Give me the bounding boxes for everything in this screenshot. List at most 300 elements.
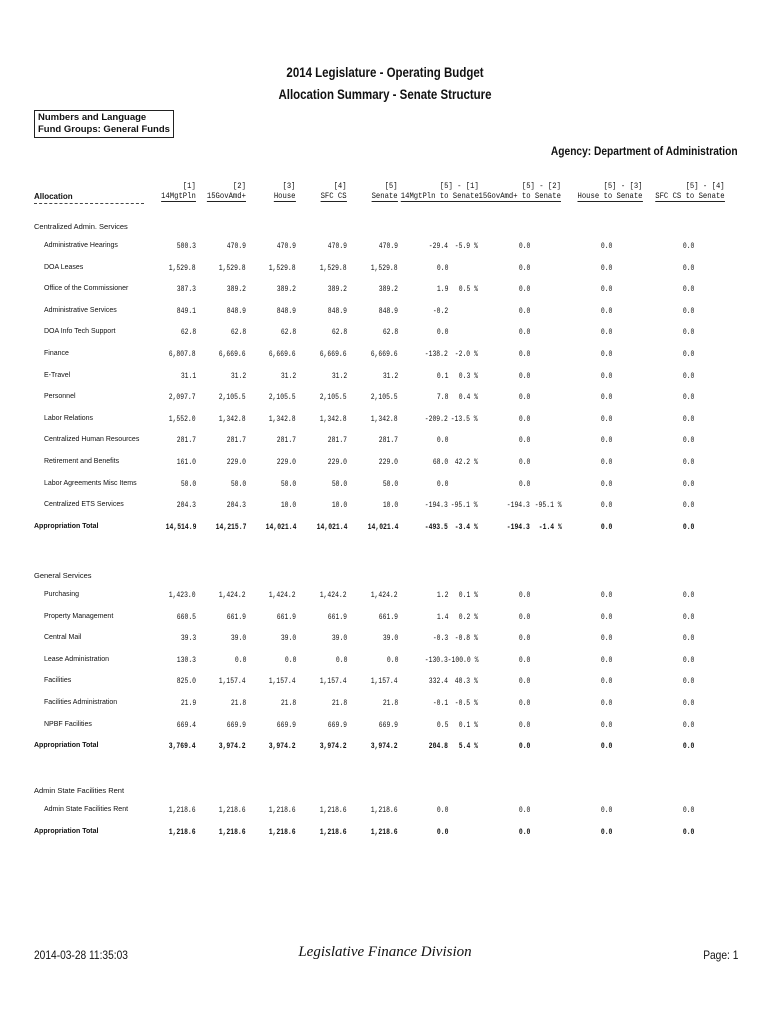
table-cell: 661.9 [276,613,296,622]
table-cell: 2,105.5 [219,393,246,402]
table-cell: 62.8 [280,328,296,337]
table-cell: 281.7 [378,436,398,445]
table-cell: 0.0 [518,828,530,837]
report-subtitle: Allocation Summary - Senate Structure [278,86,492,102]
table-cell: 0.0 [682,328,694,337]
table-cell: -493.5 [424,523,448,532]
table-cell: 6,807.8 [169,350,196,359]
table-cell: 0.0 [682,677,694,686]
section-heading: Centralized Admin. Services [34,222,128,231]
table-cell: 0.0 [682,480,694,489]
table-cell: 39.0 [382,634,398,643]
table-cell: -0.3 [432,634,448,643]
table-cell: 0.0 [518,372,530,381]
table-cell: 1,552.0 [169,415,196,424]
table-cell: 39.0 [230,634,246,643]
fund-group-box [34,110,174,138]
appropriation-total-label: Appropriation Total [34,523,99,530]
table-cell: 1.2 [436,591,448,600]
table-cell: 669.9 [378,721,398,730]
column-number: [3] [282,181,296,191]
table-cell: -138.2 [424,350,448,359]
table-cell: 229.0 [327,458,347,467]
table-cell: 0.0 [518,285,530,294]
table-cell: 0.0 [682,372,694,381]
table-cell: 281.7 [176,436,196,445]
table-cell: 825.0 [176,677,196,686]
table-cell: 0.0 [600,656,612,665]
table-cell: 848.9 [226,307,246,316]
table-cell: 50.0 [230,480,246,489]
column-number: [4] [333,181,347,191]
table-cell: 0.0 [518,806,530,815]
table-cell: 1,157.4 [371,677,398,686]
table-cell: 0.0 [518,307,530,316]
table-cell: 0.0 [518,677,530,686]
allocation-label: Central Mail [44,634,82,641]
allocation-label: Retirement and Benefits [44,458,120,465]
table-cell: 7.8 [436,393,448,402]
table-cell: 0.1 % [458,721,478,730]
table-cell: 0.0 [518,415,530,424]
allocation-label: Centralized Human Resources [44,436,140,443]
table-cell: 0.0 [682,393,694,402]
table-cell: 3,974.2 [371,742,398,751]
table-cell: 1.4 [436,613,448,622]
table-cell: 0.0 [436,264,448,273]
table-cell: 1,218.6 [320,828,347,837]
table-cell: 2,097.7 [169,393,196,402]
column-number: [1] [182,181,196,191]
table-cell: 1,342.8 [320,415,347,424]
table-cell: 1,218.6 [269,806,296,815]
column-header [479,181,561,202]
table-cell: 281.7 [226,436,246,445]
table-cell: 500.3 [176,242,196,251]
table-cell: 204.3 [176,501,196,510]
table-cell: 661.9 [378,613,398,622]
column-name: SFC CS to Senate [655,191,725,201]
table-cell: 0.0 [600,458,612,467]
table-cell: 470.9 [226,242,246,251]
table-cell: 470.9 [378,242,398,251]
table-cell: 0.0 [600,307,612,316]
table-cell: 0.0 [682,656,694,665]
table-cell: 62.8 [382,328,398,337]
table-cell: 1,424.2 [219,591,246,600]
table-cell: 0.0 [682,523,694,532]
column-header [578,181,643,202]
allocation-label: Property Management [44,613,114,620]
table-cell: 0.0 [436,828,448,837]
allocation-label: Facilities Administration [44,699,118,706]
table-cell: 1,218.6 [371,806,398,815]
table-cell: 62.8 [331,328,347,337]
table-cell: 0.0 [518,721,530,730]
column-header [321,181,347,202]
table-cell: 21.8 [230,699,246,708]
table-cell: 0.1 [436,372,448,381]
table-cell: 68.0 [432,458,448,467]
table-cell: 21.8 [331,699,347,708]
table-cell: 0.3 % [458,372,478,381]
table-cell: 229.0 [226,458,246,467]
table-cell: -3.4 % [454,523,478,532]
table-cell: 0.0 [682,350,694,359]
table-cell: 50.0 [331,480,347,489]
allocation-label: Lease Administration [44,656,109,663]
table-cell: 62.8 [180,328,196,337]
column-header [372,181,398,202]
column-number: [5] - [2] [521,181,561,191]
table-cell: 1,218.6 [269,828,296,837]
footer-page-number: Page: 1 [702,948,738,962]
section-heading: Admin State Facilities Rent [34,786,125,795]
table-cell: 40.3 % [454,677,478,686]
table-cell: 50.0 [180,480,196,489]
table-cell: 0.0 [335,656,347,665]
table-cell: 14,215.7 [215,523,246,532]
allocation-header-rule [34,203,144,204]
table-cell: 229.0 [276,458,296,467]
agency-label: Agency: Department of Administration [551,144,738,158]
table-cell: 0.0 [600,436,612,445]
appropriation-total-label: Appropriation Total [34,828,99,835]
table-cell: 42.2 % [454,458,478,467]
table-cell: 1,529.8 [169,264,196,273]
table-cell: 389.2 [226,285,246,294]
table-cell: 0.0 [518,656,530,665]
table-cell: 0.0 [682,242,694,251]
column-name: Senate [371,191,398,201]
table-cell: -209.2 [424,415,448,424]
table-cell: 0.0 [682,634,694,643]
table-cell: 0.0 [518,480,530,489]
table-cell: 161.0 [176,458,196,467]
table-cell: 389.2 [378,285,398,294]
table-cell: 14,514.9 [165,523,196,532]
table-cell: 0.0 [600,501,612,510]
allocation-label: Administrative Hearings [44,242,118,249]
column-number: [5] - [1] [439,181,479,191]
table-cell: 0.0 [600,699,612,708]
table-cell: 0.0 [682,458,694,467]
column-name: 15GovAmd+ [206,191,246,201]
table-cell: 0.1 % [458,591,478,600]
column-name: 14MgtPln [161,191,196,201]
allocation-label: Labor Relations [44,415,94,422]
table-cell: 229.0 [378,458,398,467]
allocation-label: Labor Agreements Misc Items [44,480,137,487]
table-cell: 10.0 [280,501,296,510]
column-number: [5] - [3] [603,181,643,191]
column-header [401,181,479,202]
table-cell: 3,974.2 [269,742,296,751]
fund-box-line1: Numbers and Language [38,112,147,123]
column-name: SFC CS [320,191,347,201]
table-cell: 669.9 [226,721,246,730]
table-cell: 1,424.2 [320,591,347,600]
table-cell: 1,157.4 [320,677,347,686]
table-cell: 0.0 [386,656,398,665]
table-cell: 0.0 [682,806,694,815]
table-cell: 332.4 [428,677,448,686]
table-cell: 130.3 [176,656,196,665]
table-cell: 21.9 [180,699,196,708]
table-cell: 848.9 [327,307,347,316]
column-header [274,181,296,202]
allocation-label: Finance [44,350,69,357]
table-cell: 0.0 [600,828,612,837]
table-cell: 0.0 [518,742,530,751]
table-cell: 1,218.6 [219,806,246,815]
table-cell: 1,218.6 [219,828,246,837]
table-cell: 389.2 [276,285,296,294]
table-cell: 0.0 [518,458,530,467]
table-cell: 204.8 [428,742,448,751]
table-cell: 0.0 [518,699,530,708]
table-cell: 1,218.6 [320,806,347,815]
table-cell: 1,218.6 [169,828,196,837]
table-cell: 387.3 [176,285,196,294]
table-cell: 470.9 [327,242,347,251]
table-cell: 0.0 [600,372,612,381]
table-cell: 0.4 % [458,393,478,402]
table-cell: 50.0 [280,480,296,489]
table-cell: -95.1 % [451,501,478,510]
table-cell: 0.0 [682,828,694,837]
table-cell: 21.8 [382,699,398,708]
table-cell: 1,529.8 [219,264,246,273]
table-cell: 1,342.8 [269,415,296,424]
table-cell: 0.0 [682,285,694,294]
table-cell: 0.0 [600,285,612,294]
column-header [656,181,725,202]
table-cell: 31.1 [180,372,196,381]
allocation-label: E-Travel [44,372,71,379]
table-cell: 669.9 [276,721,296,730]
allocation-label: NPBF Facilities [44,721,92,728]
table-cell: 661.9 [327,613,347,622]
table-cell: 0.0 [518,613,530,622]
footer-division: Legislative Finance Division [298,944,472,960]
table-cell: 0.0 [682,591,694,600]
table-cell: 0.0 [600,328,612,337]
table-cell: 3,769.4 [169,742,196,751]
table-cell: 1,529.8 [320,264,347,273]
column-header [207,181,246,202]
column-number: [5] [384,181,398,191]
table-cell: 389.2 [327,285,347,294]
allocation-label: Office of the Commissioner [44,285,129,292]
table-cell: 0.0 [682,307,694,316]
table-cell: 0.0 [600,721,612,730]
table-cell: 470.9 [276,242,296,251]
table-cell: 10.0 [331,501,347,510]
column-name: 15GovAmd+ to Senate [478,191,561,201]
allocation-label: Administrative Services [44,307,117,314]
table-cell: 5.4 % [458,742,478,751]
table-cell: 0.0 [284,656,296,665]
table-cell: 849.1 [176,307,196,316]
table-cell: 0.0 [600,591,612,600]
fund-box-line2: Fund Groups: General Funds [38,124,170,135]
table-cell: 0.0 [518,436,530,445]
table-cell: 848.9 [378,307,398,316]
table-cell: 669.4 [176,721,196,730]
allocation-label: Purchasing [44,591,80,598]
table-cell: 0.5 % [458,285,478,294]
table-cell: 31.2 [331,372,347,381]
table-cell: 3,974.2 [219,742,246,751]
footer-timestamp: 2014-03-28 11:35:03 [34,948,128,962]
table-cell: 21.8 [280,699,296,708]
table-cell: -1.4 % [538,523,562,532]
table-cell: 1,157.4 [269,677,296,686]
table-cell: 0.0 [682,501,694,510]
table-cell: 10.0 [382,501,398,510]
table-cell: 0.0 [518,264,530,273]
table-cell: 0.5 [436,721,448,730]
table-cell: 2,105.5 [371,393,398,402]
table-cell: -13.5 % [451,415,478,424]
column-name: House to Senate [577,191,643,201]
table-cell: 0.0 [600,806,612,815]
table-cell: -194.3 [424,501,448,510]
table-cell: 0.0 [600,677,612,686]
allocation-header: Allocation [34,192,73,201]
table-cell: 39.3 [180,634,196,643]
allocation-label: Centralized ETS Services [44,501,124,508]
table-cell: -194.3 [506,501,530,510]
table-cell: 0.0 [600,634,612,643]
table-cell: 0.0 [518,242,530,251]
report-title: 2014 Legislature - Operating Budget [286,64,484,80]
table-cell: 0.0 [600,415,612,424]
section-heading: General Services [34,571,92,580]
table-cell: 0.2 % [458,613,478,622]
table-cell: 661.9 [226,613,246,622]
table-cell: 0.0 [682,436,694,445]
table-cell: 0.0 [600,242,612,251]
table-cell: 6,669.6 [269,350,296,359]
column-header [161,181,196,202]
table-cell: 0.0 [518,591,530,600]
table-cell: 0.0 [600,480,612,489]
table-cell: 6,669.6 [320,350,347,359]
table-cell: 204.3 [226,501,246,510]
allocation-label: Facilities [44,677,72,684]
table-cell: 0.0 [682,699,694,708]
table-cell: -0.8 % [454,634,478,643]
table-cell: -95.1 % [535,501,562,510]
table-cell: -194.3 [506,523,530,532]
table-cell: 0.0 [682,742,694,751]
table-cell: -2.0 % [454,350,478,359]
table-cell: 0.0 [682,415,694,424]
table-cell: 0.0 [600,742,612,751]
table-cell: -0.5 % [454,699,478,708]
table-cell: 1,424.2 [371,591,398,600]
table-cell: -0.1 [432,699,448,708]
table-cell: 50.0 [382,480,398,489]
table-cell: 14,021.4 [265,523,296,532]
table-cell: 0.0 [518,328,530,337]
table-cell: 0.0 [600,393,612,402]
table-cell: 0.0 [600,613,612,622]
table-cell: 1.9 [436,285,448,294]
table-cell: 0.0 [682,264,694,273]
table-cell: 39.0 [280,634,296,643]
table-cell: 660.5 [176,613,196,622]
table-cell: 0.0 [436,806,448,815]
table-cell: 39.0 [331,634,347,643]
table-cell: 669.9 [327,721,347,730]
table-cell: 0.0 [600,523,612,532]
table-cell: 31.2 [230,372,246,381]
table-cell: 14,021.4 [316,523,347,532]
table-cell: 14,021.4 [367,523,398,532]
table-cell: 0.0 [682,721,694,730]
table-cell: 0.0 [518,634,530,643]
table-cell: 0.0 [600,264,612,273]
table-cell: 0.0 [682,613,694,622]
table-cell: 281.7 [276,436,296,445]
table-cell: 1,218.6 [169,806,196,815]
table-cell: 1,529.8 [371,264,398,273]
table-cell: 2,105.5 [320,393,347,402]
table-cell: 3,974.2 [320,742,347,751]
table-cell: -130.3 [424,656,448,665]
table-cell: 1,342.8 [371,415,398,424]
table-cell: 6,669.6 [371,350,398,359]
table-cell: 1,424.2 [269,591,296,600]
column-name: House [274,191,296,201]
table-cell: 31.2 [382,372,398,381]
table-cell: 0.0 [518,393,530,402]
appropriation-total-label: Appropriation Total [34,742,99,749]
table-cell: 62.8 [230,328,246,337]
table-cell: 31.2 [280,372,296,381]
table-cell: 2,105.5 [269,393,296,402]
table-cell: 1,423.0 [169,591,196,600]
column-number: [5] - [4] [685,181,725,191]
allocation-label: DOA Info Tech Support [44,328,116,335]
table-cell: 1,529.8 [269,264,296,273]
allocation-label: Admin State Facilities Rent [44,806,129,813]
table-cell: 1,218.6 [371,828,398,837]
table-cell: 848.9 [276,307,296,316]
table-cell: 0.0 [600,350,612,359]
table-cell: 0.0 [234,656,246,665]
column-name: 14MgtPln to Senate [400,191,479,201]
table-cell: 0.0 [436,328,448,337]
table-cell: 1,157.4 [219,677,246,686]
table-cell: -100.0 % [447,656,478,665]
table-cell: 6,669.6 [219,350,246,359]
table-cell: -0.2 [432,307,448,316]
table-cell: 0.0 [436,480,448,489]
allocation-label: Personnel [44,393,76,400]
table-cell: -29.4 [428,242,448,251]
allocation-label: DOA Leases [44,264,84,271]
table-cell: 281.7 [327,436,347,445]
table-cell: 0.0 [436,436,448,445]
column-number: [2] [232,181,246,191]
table-cell: 0.0 [518,350,530,359]
table-cell: 1,342.8 [219,415,246,424]
table-cell: -5.9 % [454,242,478,251]
